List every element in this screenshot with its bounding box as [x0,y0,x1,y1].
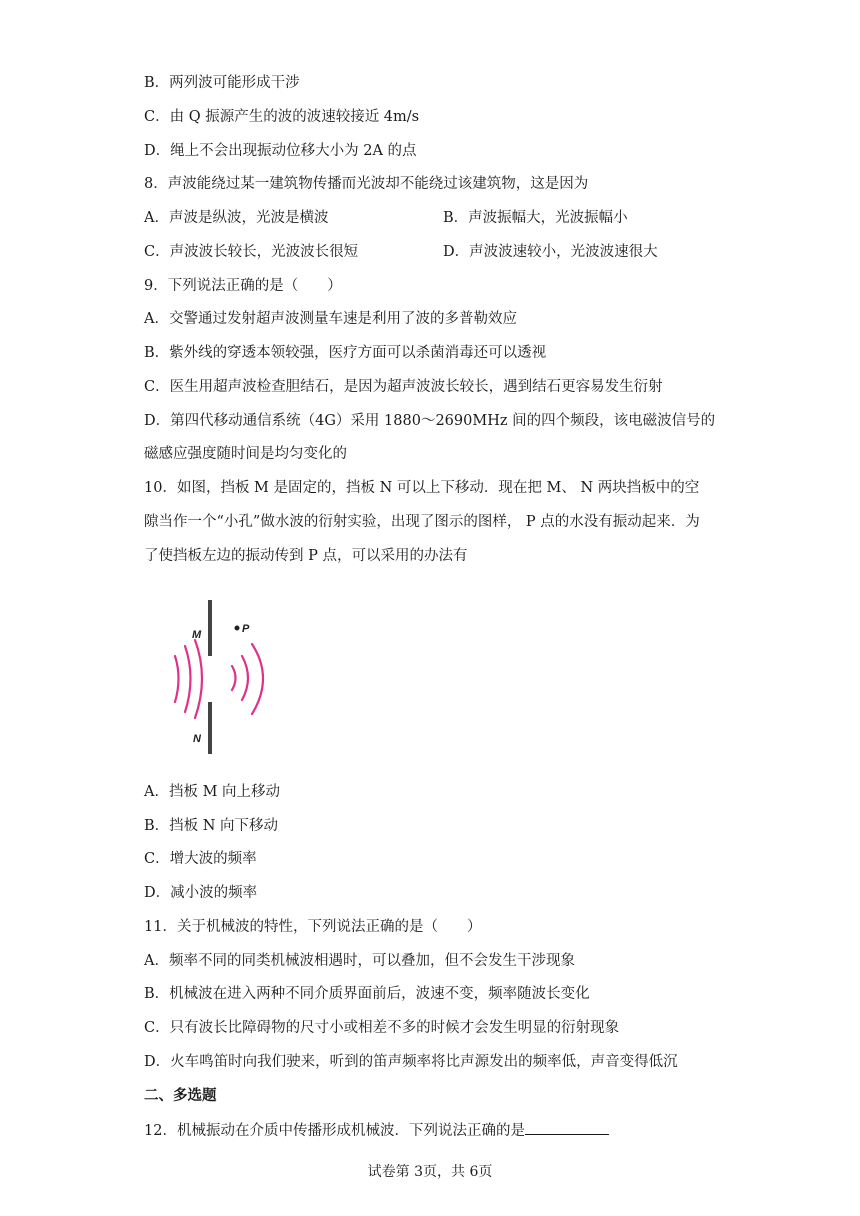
label-m: M [192,629,202,641]
q8-option-a: A．声波是纵波，光波是横波 [144,210,329,226]
diffracted-wave-1 [232,666,236,690]
q9-stem: 9．下列说法正确的是（ ） [144,278,342,294]
q9-option-d-line2: 磁感应强度随时间是均匀变化的 [144,446,347,462]
q11-option-c: C．只有波长比障碍物的尺寸小或相差不多的时候才会发生明显的衍射现象 [144,1020,620,1036]
q8-stem: 8．声波能绕过某一建筑物传播而光波却不能绕过该建筑物，这是因为 [144,176,589,192]
diffracted-wave-2 [242,656,248,700]
q9-option-c: C．医生用超声波检查胆结石，是因为超声波波长较长，遇到结石更容易发生衍射 [144,379,663,395]
q11-option-b: B．机械波在进入两种不同介质界面前后，波速不变，频率随波长变化 [144,986,590,1002]
incident-wave-3 [195,640,202,718]
page-footer: 试卷第 3页，共 6页 [367,1164,493,1180]
q12-stem-line [144,1120,609,1141]
section-heading: 二、多选题 [144,1087,217,1104]
q12-answer-blank [525,1120,609,1135]
q10-option-a: A．挡板 M 向上移动 [144,784,281,800]
label-n: N [193,733,201,745]
q8-option-c: C．声波波长较长，光波波长很短 [144,244,359,260]
q7-option-c: C．由 Q 振源产生的波的波速较接近 4m/s [144,109,420,125]
q10-stem-line3: 了使挡板左边的振动传到 P 点，可以采用的办法有 [144,548,468,564]
q9-option-b: B．紫外线的穿透本领较强，医疗方面可以杀菌消毒还可以透视 [144,345,547,361]
q12-stem: 12．机械振动在介质中传播形成机械波．下列说法正确的是 [144,1123,525,1139]
q10-figure [162,578,304,760]
q11-option-a: A．频率不同的同类机械波相遇时，可以叠加，但不会发生干涉现象 [144,953,575,969]
incident-wave-2 [185,646,191,712]
point-p [235,626,240,631]
q8-option-d: D．声波波速较小，光波波速很大 [443,244,658,260]
q11-stem: 11．关于机械波的特性，下列说法正确的是（ ） [144,919,482,935]
q10-option-c: C．增大波的频率 [144,851,257,867]
q9-option-d-line1: D．第四代移动通信系统（4G）采用 1880～2690MHz 间的四个频段，该电磁波信号的 [144,413,716,429]
q10-stem-line2: 隙当作一个“小孔”做水波的衍射实验，出现了图示的图样， P 点的水没有振动起来．为 [144,514,700,530]
label-p: P [242,623,250,635]
plate-m [208,600,212,656]
q9-option-a: A．交警通过发射超声波测量车速是利用了波的多普勒效应 [144,311,517,327]
diffracted-wave-3 [252,644,263,714]
q7-option-b: B．两列波可能形成干涉 [144,75,300,91]
q11-option-d: D．火车鸣笛时向我们驶来，听到的笛声频率将比声源发出的频率低，声音变得低沉 [144,1054,678,1070]
q10-stem-line1: 10．如图，挡板 M 是固定的，挡板 N 可以上下移动．现在把 M、 N 两块挡板中的空 [144,480,700,496]
plate-n [208,702,212,754]
q7-option-d: D．绳上不会出现振动位移大小为 2A 的点 [144,143,417,159]
incident-wave-1 [175,656,179,702]
q10-option-b: B．挡板 N 向下移动 [144,818,279,834]
q8-option-b: B．声波振幅大，光波振幅小 [443,210,628,226]
q10-option-d: D．减小波的频率 [144,885,258,901]
